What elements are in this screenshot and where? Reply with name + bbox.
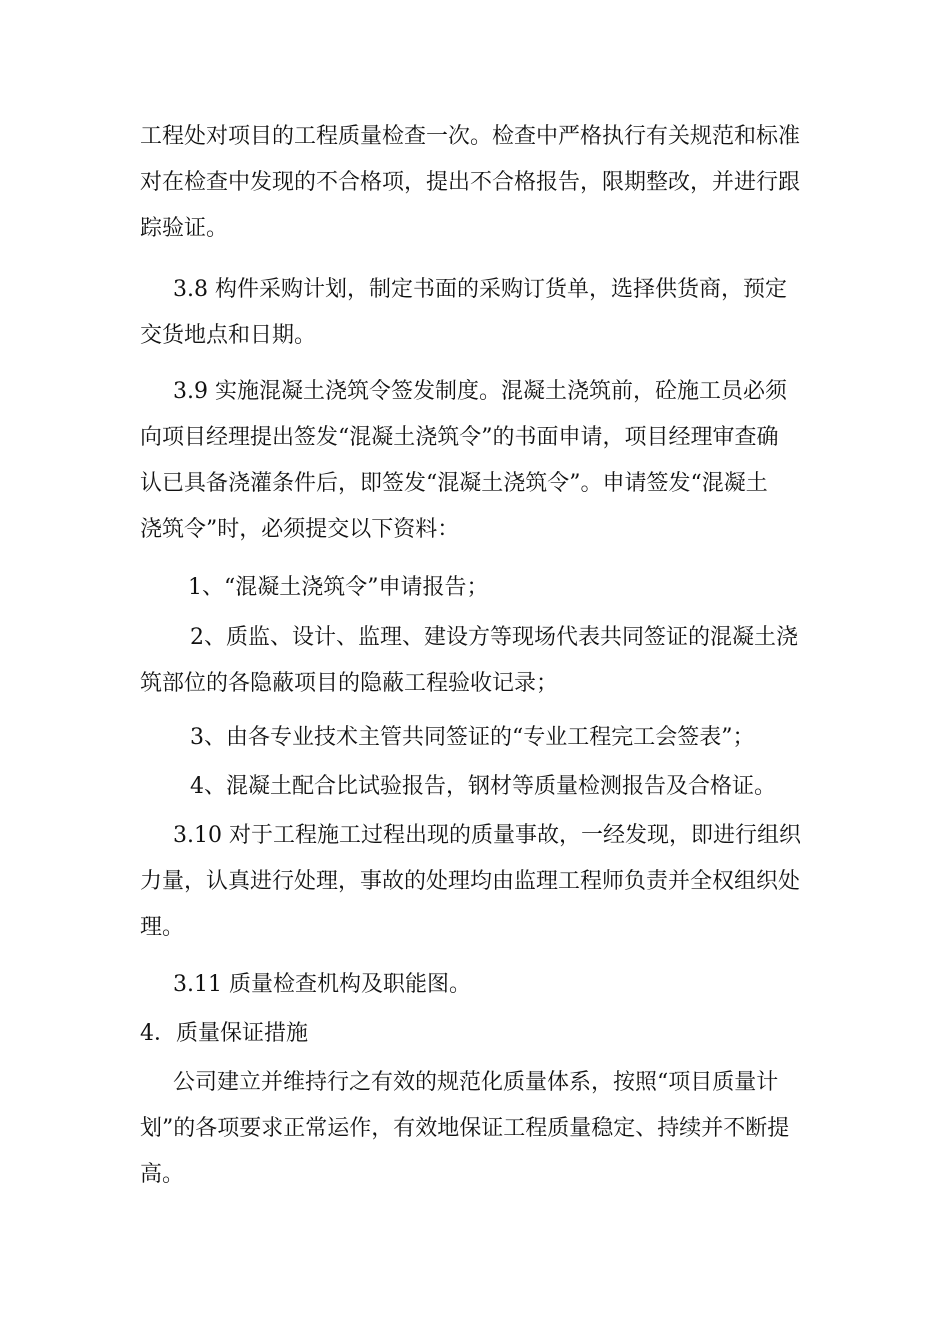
text-line: 3.8 构件采购计划，制定书面的采购订货单，选择供货商，预定	[173, 277, 787, 302]
list-item-3	[140, 715, 820, 761]
text-line: 公司建立并维持行之有效的规范化质量体系，按照“项目质量计	[173, 1070, 779, 1095]
text-line: 筑部位的各隐蔽项目的隐蔽工程验收记录；	[140, 671, 559, 696]
list-item-2	[140, 615, 820, 707]
list-item-4	[140, 764, 820, 810]
text-line: 理。	[140, 915, 185, 940]
paragraph-3-10	[140, 813, 820, 951]
list-item-1	[140, 565, 820, 611]
text-line: 3.11 质量检查机构及职能图。	[173, 972, 471, 997]
text-line: 浇筑令”时，必须提交以下资料：	[140, 517, 460, 542]
text-line: 向项目经理提出签发“混凝土浇筑令”的书面申请，项目经理审查确	[140, 425, 779, 450]
text-line: 2、质监、设计、监理、建设方等现场代表共同签证的混凝土浇	[190, 625, 798, 650]
paragraph-3-11	[140, 962, 820, 1008]
text-line: 高。	[140, 1162, 185, 1187]
text-line: 认已具备浇灌条件后，即签发“混凝土浇筑令”。申请签发“混凝土	[140, 471, 768, 496]
paragraph-4-body	[140, 1060, 820, 1198]
text-line: 3、由各专业技术主管共同签证的“专业工程完工会签表”；	[190, 725, 755, 750]
paragraph-inspection	[140, 114, 820, 252]
text-line: 工程处对项目的工程质量检查一次。检查中严格执行有关规范和标准	[140, 124, 801, 149]
text-line: 踪验证。	[140, 216, 229, 241]
text-line: 1、“混凝土浇筑令”申请报告；	[188, 575, 489, 600]
paragraph-3-8	[140, 267, 820, 359]
text-line: 3.10 对于工程施工过程出现的质量事故，一经发现，即进行组织	[173, 823, 801, 848]
section-heading: 4．质量保证措施	[140, 1021, 308, 1046]
text-line: 对在检查中发现的不合格项，提出不合格报告，限期整改，并进行跟	[140, 170, 801, 195]
paragraph-3-9	[140, 369, 820, 553]
text-line: 力量，认真进行处理，事故的处理均由监理工程师负责并全权组织处	[140, 869, 801, 894]
text-line: 划”的各项要求正常运作，有效地保证工程质量稳定、持续并不断提	[140, 1116, 790, 1141]
text-line: 4、混凝土配合比试验报告，钢材等质量检测报告及合格证。	[190, 774, 776, 799]
text-line: 3.9 实施混凝土浇筑令签发制度。混凝土浇筑前，砼施工员必须	[173, 379, 787, 404]
section-heading-4	[140, 1011, 820, 1057]
text-line: 交货地点和日期。	[140, 323, 317, 348]
